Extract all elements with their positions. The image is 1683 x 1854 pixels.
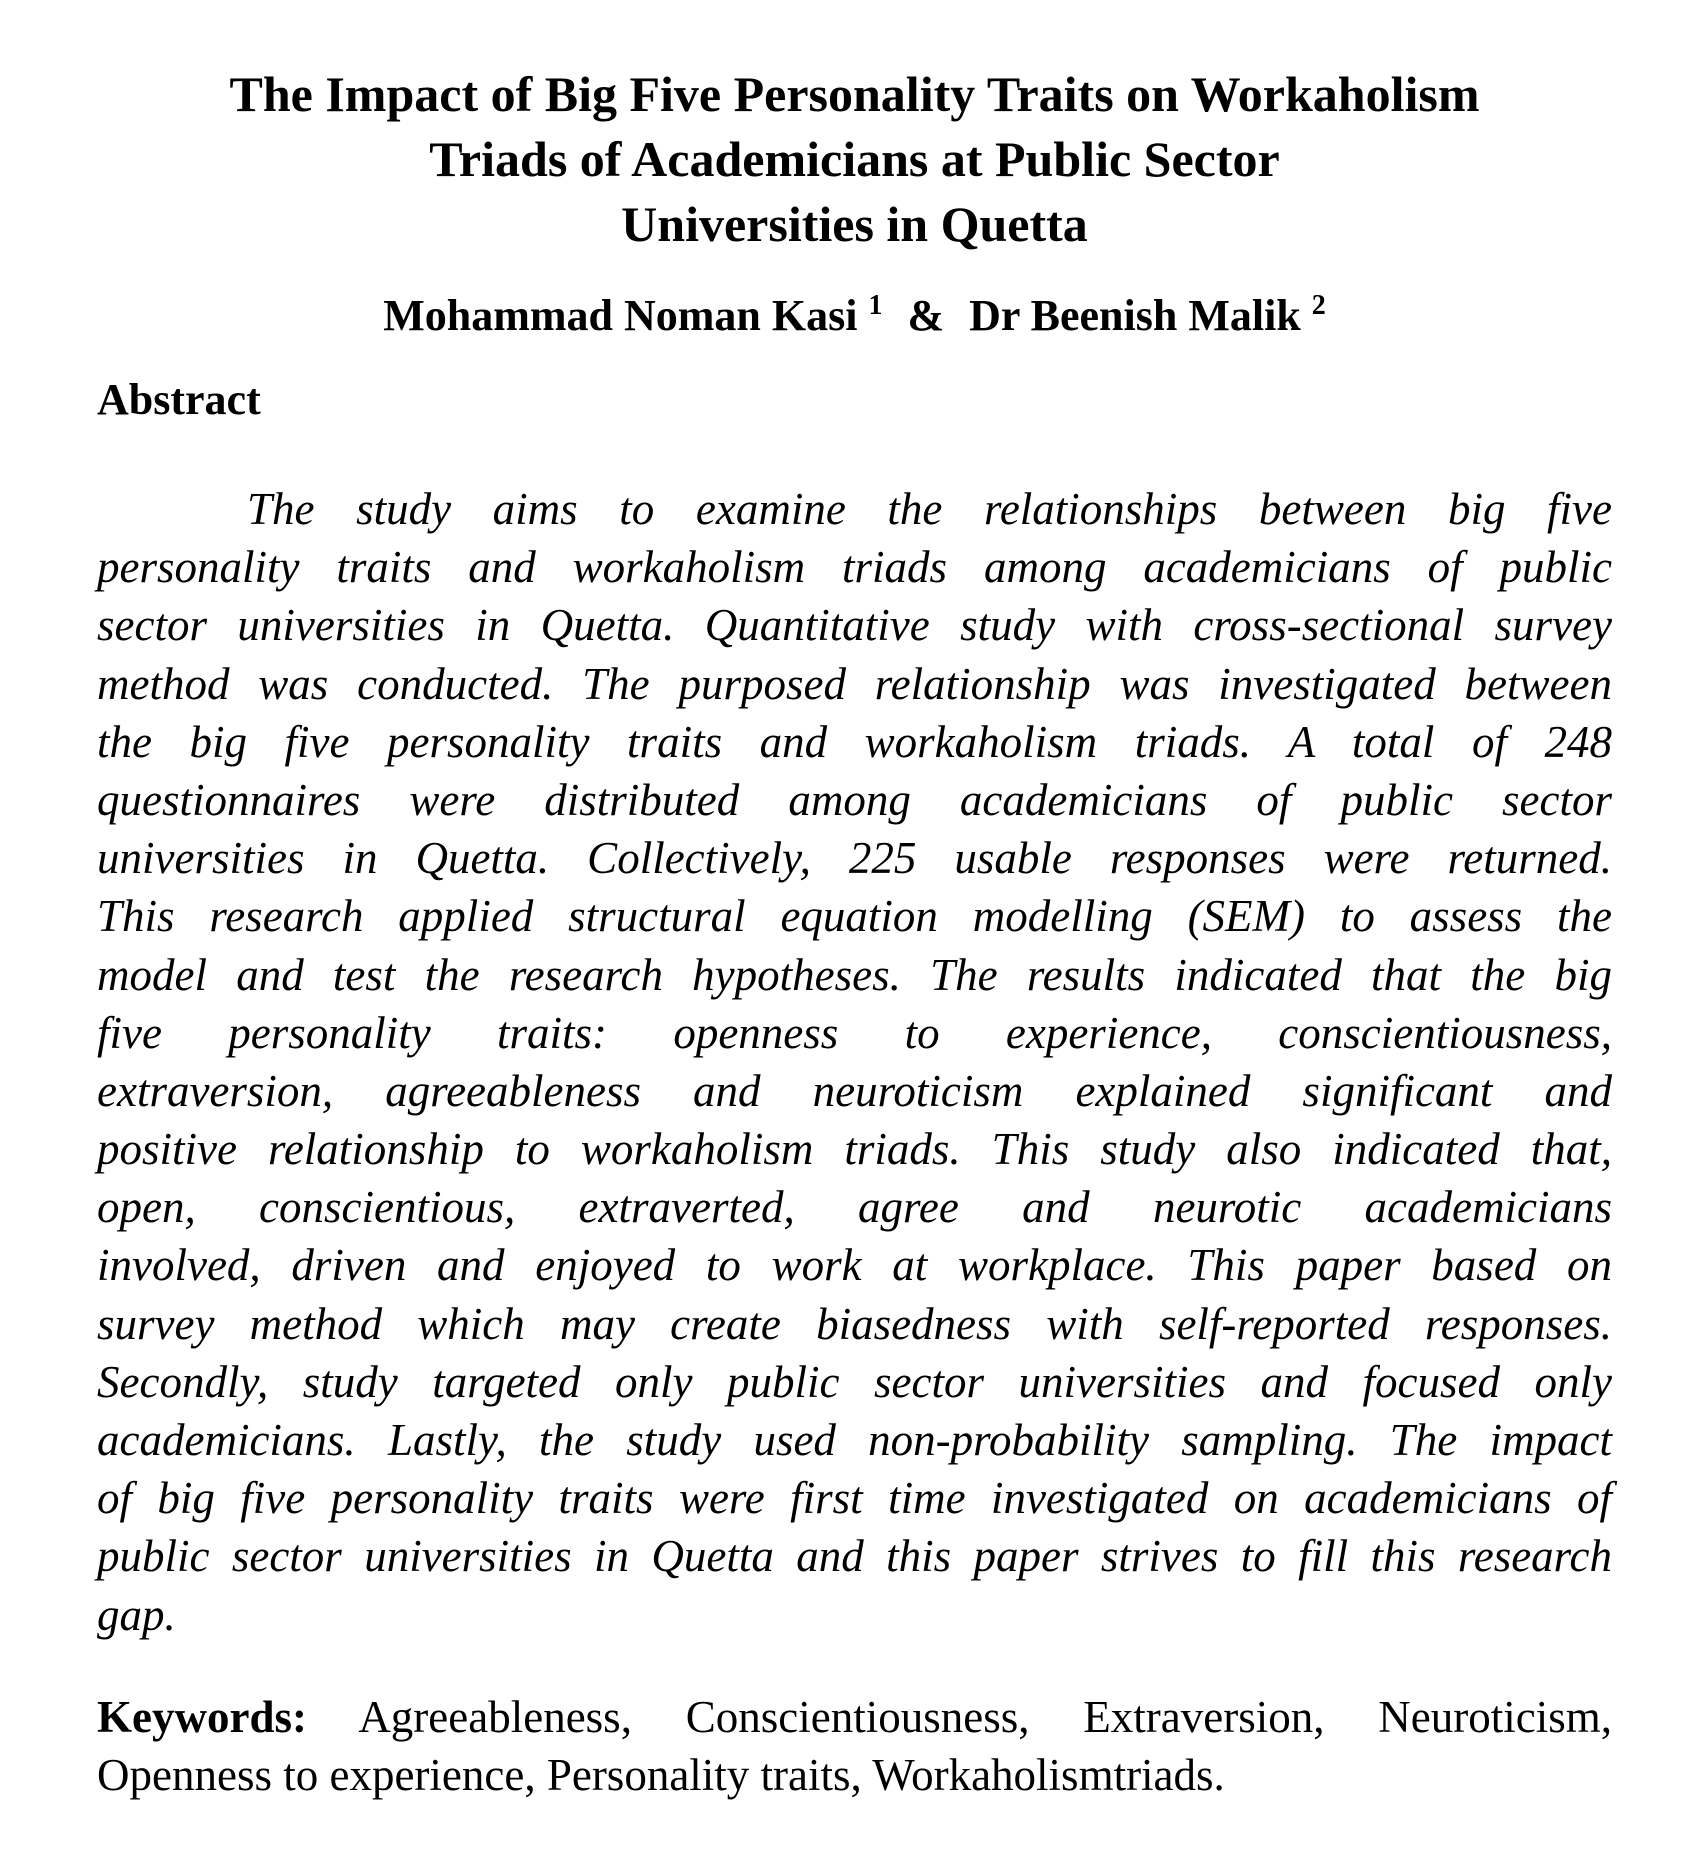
abstract-line: five personality traits: openness to experience, conscientiousness, [97,1007,1612,1058]
title-line-3: Universities in Quetta [621,196,1088,252]
abstract-line: involved, driven and enjoyed to work at workplace. This paper based on [97,1240,1612,1291]
abstract-line: This research applied structural equation modelling (SEM) to assess the [97,891,1612,942]
abstract-line: survey method which may create biasedness with self-reported responses. [97,1298,1612,1349]
abstract-line: positive relationship to workaholism triads. This study also indicated that, [97,1124,1612,1175]
abstract-line: universities in Quetta. Collectively, 225 usable responses were returned. [97,833,1612,884]
abstract-line: model and test the research hypotheses. The results indicated that the big [97,949,1612,1000]
keywords-label: Keywords: [97,1692,307,1742]
abstract-line: of big five personality traits were first time investigated on academicians of [97,1473,1612,1524]
author-1-name: Mohammad Noman Kasi [383,291,858,340]
title-line-2: Triads of Academicians at Public Sector [429,131,1280,187]
author-list [97,288,1612,344]
abstract-line: method was conducted. The purposed relationship was investigated between [97,658,1612,709]
abstract-line: academicians. Lastly, the study used non-probability sampling. The impact [97,1415,1612,1465]
author-2-affiliation: 2 [1311,290,1326,321]
abstract-line: questionnaires were distributed among academicians of public sector [97,774,1612,825]
author-1-affiliation: 1 [868,290,883,321]
abstract-heading: Abstract [97,375,261,424]
author-separator: & [907,291,945,340]
abstract-line: gap. [97,1589,176,1640]
abstract-line: Secondly, study targeted only public sector universities and focused only [97,1356,1612,1407]
abstract-line: the big five personality traits and workaholism triads. A total of 248 [97,716,1612,767]
title-line-1: The Impact of Big Five Personality Traits on Workaholism [229,66,1480,122]
abstract-line: sector universities in Quetta. Quantitative study with cross-sectional survey [97,600,1612,651]
abstract-line: The study aims to examine the relationships between big five [247,484,1612,534]
keywords-line-1 [97,1688,1612,1746]
keywords-section [97,1688,1612,1804]
author-2-name: Dr Beenish Malik [969,291,1301,340]
abstract-line: extraversion, agreeableness and neuroticism explained significant and [97,1065,1612,1116]
abstract-body [97,480,1612,1644]
keywords-text-1: Agreeableness, Conscientiousness, Extraversion, Neuroticism, [358,1692,1612,1742]
paper-title [97,62,1612,257]
abstract-line: personality traits and workaholism triads among academicians of public [97,542,1612,593]
abstract-line: public sector universities in Quetta and this paper strives to fill this research [97,1531,1612,1582]
keywords-line-2: Openness to experience, Personality traits, Workaholismtriads. [97,1750,1225,1800]
abstract-line: open, conscientious, extraverted, agree and neurotic academicians [97,1182,1612,1233]
